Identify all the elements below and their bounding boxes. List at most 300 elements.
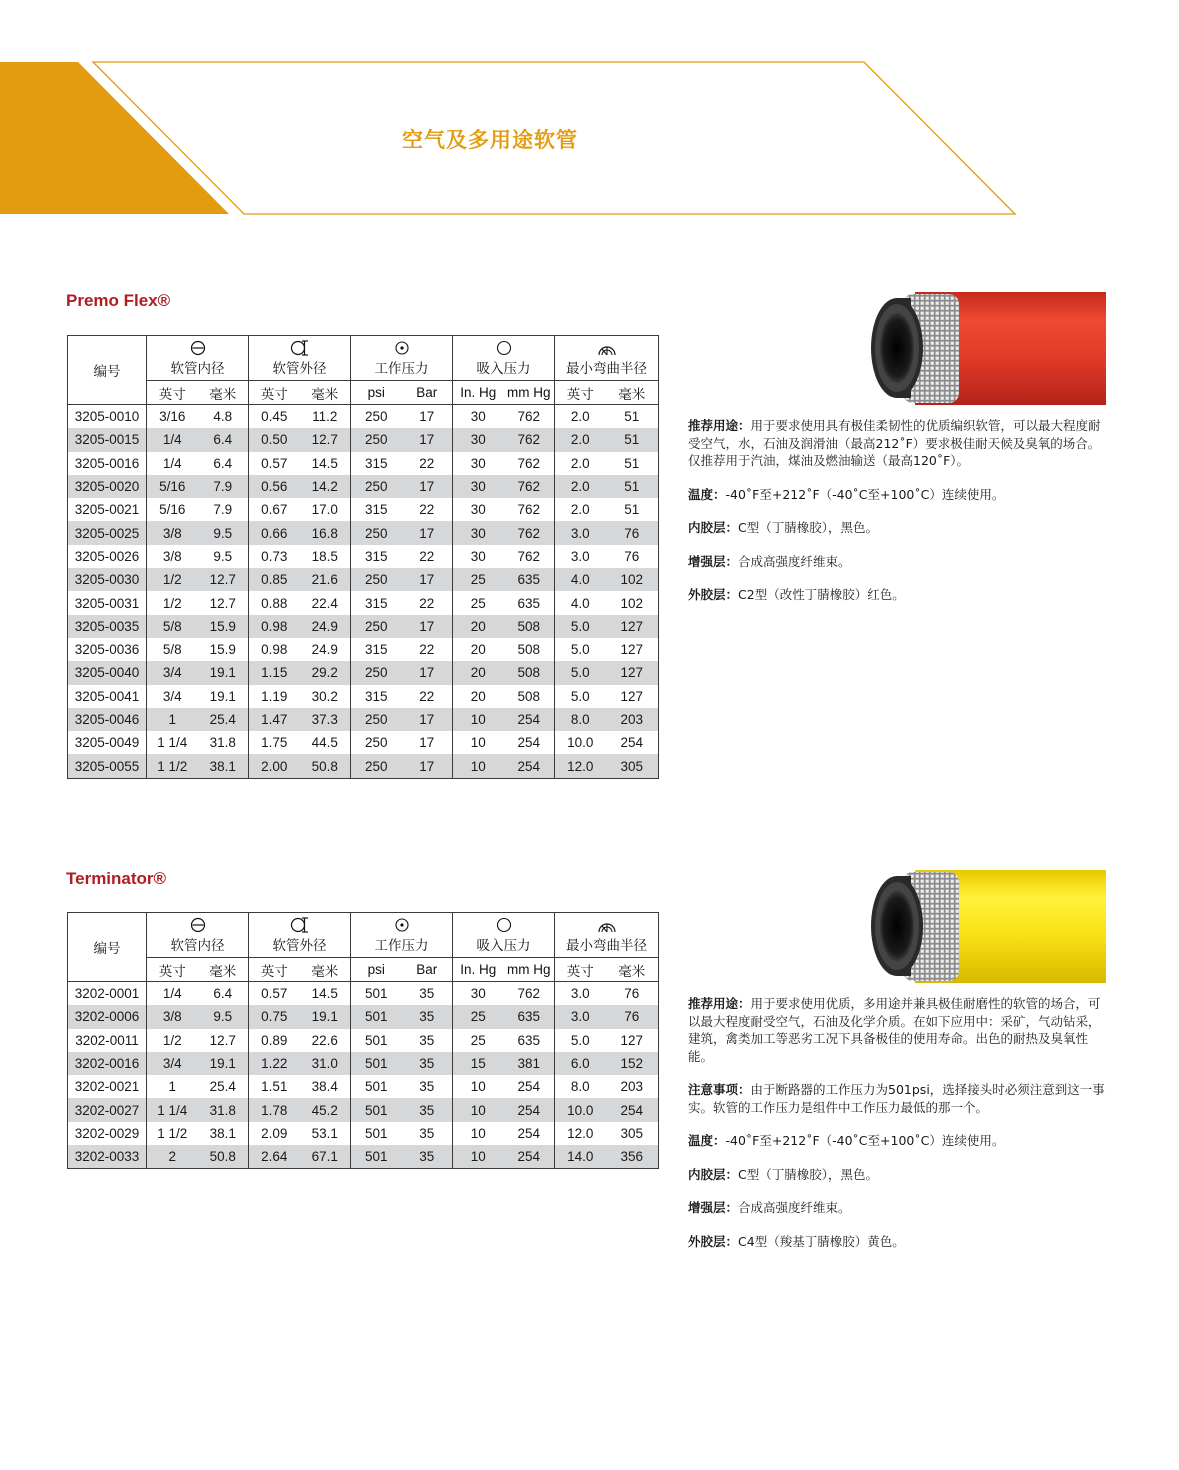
spec-paragraph [688, 1081, 1106, 1116]
table-cell: 762 [504, 475, 555, 498]
table-cell: 1/4 [147, 982, 198, 1006]
table-cell: 1/2 [147, 568, 198, 591]
header-label: 软管内径 [170, 361, 225, 376]
table-cell: 3/4 [147, 1052, 198, 1075]
table-cell: 22.4 [311, 595, 338, 611]
table-cell: 381 [504, 1052, 555, 1075]
table-cell: 501 [351, 1005, 402, 1028]
table-cell: 10 [453, 708, 504, 731]
spec-paragraph [688, 417, 1106, 470]
table-cell: 2.00 [249, 754, 300, 778]
sub-header: psi [351, 381, 402, 405]
table-cell: 8.0 [555, 708, 606, 731]
table-cell: 10 [453, 731, 504, 754]
spec-label: 温度： [688, 486, 726, 502]
part-number-cell: 3202-0006 [68, 1005, 147, 1028]
table-cell: 1.47 [249, 708, 300, 731]
table-cell: 0.85 [249, 568, 300, 591]
table-row [68, 591, 659, 614]
table-cell: 7.9 [198, 475, 249, 498]
table-cell: 30 [453, 405, 504, 429]
spec-paragraph [688, 995, 1106, 1065]
table-cell: 14.0 [555, 1145, 606, 1169]
table-row [68, 708, 659, 731]
part-number-cell: 3202-0011 [68, 1029, 147, 1052]
part-number-cell: 3205-0049 [68, 731, 147, 754]
spec-text: 合成高强度纤维束。 [738, 553, 851, 569]
outer-diameter-icon [249, 917, 350, 933]
table-row [68, 1029, 659, 1052]
table-cell: 254 [504, 708, 555, 731]
table-cell: 18.5 [311, 548, 338, 564]
spec-paragraph [688, 1166, 1106, 1184]
header-inner-diameter [147, 913, 249, 958]
table-cell: 10.0 [555, 731, 606, 754]
table-cell: 762 [517, 502, 541, 518]
vacuum-icon [453, 917, 554, 933]
table-cell: 0.56 [249, 475, 300, 498]
table-cell: 0.57 [249, 452, 300, 475]
header-label: 最小弯曲半径 [566, 938, 647, 953]
pressure-gauge-icon [351, 917, 452, 933]
header-label: 工作压力 [374, 361, 429, 376]
table-cell: 315 [351, 638, 402, 661]
table-row [68, 615, 659, 638]
table-cell: 31.8 [209, 735, 236, 751]
table-row [68, 452, 659, 475]
table-cell: 315 [351, 452, 402, 475]
table-cell: 17 [402, 708, 453, 731]
sub-header: 毫米 [300, 381, 351, 405]
table-cell: 6.4 [198, 982, 249, 1006]
table-cell: 0.66 [249, 521, 300, 544]
table-cell: 250 [351, 428, 402, 451]
header-part-number: 编号 [93, 364, 121, 379]
terminator-hose-image [845, 869, 1106, 984]
table-cell: 25 [453, 1029, 504, 1052]
sub-header: 毫米 [606, 958, 659, 982]
table-cell: 3/8 [147, 1005, 198, 1028]
table-cell: 12.0 [555, 1122, 606, 1145]
table-cell: 20 [453, 638, 504, 661]
table-cell: 2.0 [555, 452, 606, 475]
table-cell: 19.1 [198, 1052, 249, 1075]
header-working-pressure [351, 913, 453, 958]
sub-header: Bar [402, 958, 453, 982]
table-cell: 17 [402, 405, 453, 429]
table-cell: 35 [402, 1005, 453, 1028]
table-cell: 30 [453, 452, 504, 475]
table-cell: 254 [606, 1098, 659, 1121]
table-cell: 501 [351, 1029, 402, 1052]
table-cell: 35 [402, 1145, 453, 1169]
table-cell: 635 [504, 1005, 555, 1028]
table-row [68, 1005, 659, 1028]
part-number-cell: 3202-0033 [68, 1145, 147, 1169]
header-outer-diameter [249, 913, 351, 958]
premo-flex-hose-image [845, 291, 1106, 406]
table-cell: 30 [453, 498, 504, 521]
table-cell: 305 [620, 1125, 644, 1141]
table-cell: 38.4 [311, 1079, 338, 1095]
sub-header: In. Hg [453, 381, 504, 405]
table-cell: 7.9 [213, 502, 233, 518]
header-inner-diameter [147, 336, 249, 381]
table-cell: 3/8 [162, 548, 182, 564]
part-number-cell: 3205-0046 [68, 708, 147, 731]
table-cell: 1/4 [147, 428, 198, 451]
spec-text: C4型（羧基丁腈橡胶）黄色。 [738, 1233, 905, 1249]
table-cell: 2.0 [555, 428, 606, 451]
table-cell: 35 [402, 1052, 453, 1075]
table-cell: 5/8 [162, 642, 182, 658]
table-cell: 22 [419, 502, 435, 518]
table-cell: 17.0 [311, 502, 338, 518]
table-cell: 0.98 [249, 638, 300, 661]
table-cell: 30 [453, 428, 504, 451]
table-cell: 2.09 [249, 1122, 300, 1145]
terminator-spec-table [67, 912, 659, 1169]
table-cell: 0.45 [249, 405, 300, 429]
spec-paragraph [688, 1199, 1106, 1217]
table-cell: 0.67 [249, 498, 300, 521]
table-cell: 44.5 [311, 735, 338, 751]
table-cell: 0.75 [249, 1005, 300, 1028]
part-number-cell: 3205-0025 [68, 521, 147, 544]
table-cell: 250 [351, 615, 402, 638]
table-cell: 0.88 [249, 591, 300, 614]
header-vacuum [453, 913, 555, 958]
table-cell: 5.0 [555, 1029, 606, 1052]
table-cell: 250 [351, 475, 402, 498]
table-cell: 0.73 [249, 545, 300, 568]
table-cell: 24.9 [311, 642, 338, 658]
table-cell: 53.1 [311, 1125, 338, 1141]
table-cell: 11.2 [300, 405, 351, 429]
table-cell: 22 [419, 688, 435, 704]
table-cell: 250 [351, 661, 402, 684]
table-cell: 10 [453, 1145, 504, 1169]
table-cell: 2 [147, 1145, 198, 1169]
part-number-cell: 3205-0026 [68, 545, 147, 568]
table-cell: 38.1 [198, 754, 249, 778]
table-cell: 6.4 [198, 428, 249, 451]
spec-text: -40˚F至+212˚F（-40˚C至+100˚C）连续使用。 [725, 1133, 1005, 1148]
table-cell: 254 [517, 1079, 541, 1095]
sub-header: 英寸 [555, 958, 606, 982]
table-cell: 305 [606, 754, 659, 778]
table-cell: 762 [517, 548, 541, 564]
header-banner [0, 0, 1179, 240]
part-number-cell: 3205-0020 [68, 475, 147, 498]
table-row [68, 754, 659, 778]
part-number-cell: 3205-0016 [68, 452, 147, 475]
table-cell: 12.7 [198, 568, 249, 591]
table-row [68, 498, 659, 521]
table-cell: 1 [147, 708, 198, 731]
table-cell: 25.4 [209, 1079, 236, 1095]
table-cell: 1.75 [249, 731, 300, 754]
table-row [68, 521, 659, 544]
part-number-cell: 3205-0035 [68, 615, 147, 638]
table-cell: 76 [624, 548, 640, 564]
part-number-cell: 3205-0041 [68, 685, 147, 708]
table-cell: 19.1 [209, 688, 236, 704]
table-row [68, 1052, 659, 1075]
table-cell: 17 [419, 735, 435, 751]
premo-flex-spec-table [67, 335, 659, 779]
table-cell: 501 [351, 1052, 402, 1075]
table-cell: 5.0 [555, 661, 606, 684]
table-cell: 315 [351, 545, 402, 568]
table-cell: 762 [504, 982, 555, 1006]
table-cell: 315 [351, 591, 402, 614]
sub-header: 英寸 [147, 381, 198, 405]
table-cell: 203 [606, 708, 659, 731]
table-cell: 12.7 [209, 1032, 236, 1048]
table-cell: 50.8 [300, 754, 351, 778]
table-cell: 1 1/2 [147, 754, 198, 778]
sub-header: Bar [402, 381, 453, 405]
table-cell: 9.5 [198, 521, 249, 544]
table-cell: 22 [419, 548, 435, 564]
table-cell: 508 [504, 615, 555, 638]
table-cell: 1.15 [249, 661, 300, 684]
table-cell: 31.0 [300, 1052, 351, 1075]
header-label: 吸入压力 [476, 938, 531, 953]
header-label: 软管内径 [170, 938, 225, 953]
header-label: 软管外径 [272, 361, 327, 376]
table-cell: 10 [453, 754, 504, 778]
table-row [68, 1098, 659, 1121]
table-cell: 51 [624, 502, 640, 518]
table-cell: 17 [402, 568, 453, 591]
table-cell: 25 [453, 591, 504, 614]
table-cell: 12.7 [300, 428, 351, 451]
table-cell: 635 [517, 1032, 541, 1048]
table-row [68, 661, 659, 684]
table-cell: 254 [504, 1145, 555, 1169]
table-cell: 76 [606, 982, 659, 1006]
header-label: 最小弯曲半径 [566, 361, 647, 376]
premo-flex-title: Premo Flex® [66, 291, 171, 310]
table-cell: 50.8 [198, 1145, 249, 1169]
table-cell: 508 [517, 642, 541, 658]
table-cell: 21.6 [300, 568, 351, 591]
spec-text: 用于要求使用优质，多用途并兼具极佳耐磨性的软管的场合，可以最大程度耐受空气，石油及化学介质。在如下应用中：采矿，气动钻采，建筑，禽类加工等恶劣工况下具备极佳的使用寿命。出色的耐热及臭氧性能。 [688, 996, 1101, 1064]
sub-header: 英寸 [249, 958, 300, 982]
table-cell: 5.0 [555, 615, 606, 638]
table-cell: 16.8 [300, 521, 351, 544]
table-cell: 30 [453, 545, 504, 568]
table-cell: 15 [453, 1052, 504, 1075]
table-cell: 17 [402, 661, 453, 684]
table-cell: 30.2 [311, 688, 338, 704]
header-part-number: 编号 [93, 941, 121, 956]
sub-header: 毫米 [198, 958, 249, 982]
table-row [68, 982, 659, 1006]
spec-label: 温度： [688, 1133, 726, 1148]
table-cell: 250 [351, 708, 402, 731]
table-cell: 5/16 [147, 475, 198, 498]
table-cell: 17 [402, 475, 453, 498]
table-cell: 3/4 [147, 661, 198, 684]
header-label: 工作压力 [374, 938, 429, 953]
inner-diameter-icon [147, 340, 248, 356]
table-cell: 762 [517, 455, 541, 471]
spec-paragraph [688, 586, 1106, 604]
table-cell: 25.4 [198, 708, 249, 731]
table-row [68, 1145, 659, 1169]
table-cell: 12.0 [555, 754, 606, 778]
table-cell: 1.51 [249, 1075, 300, 1098]
table-cell: 1.78 [249, 1098, 300, 1121]
table-cell: 51 [624, 455, 640, 471]
table-cell: 250 [351, 405, 402, 429]
spec-text: C2型（改性丁腈橡胶）红色。 [738, 587, 905, 602]
table-cell: 20 [453, 615, 504, 638]
inner-diameter-icon [147, 917, 248, 933]
table-cell: 315 [351, 685, 402, 708]
table-cell: 250 [351, 568, 402, 591]
sub-header: mm Hg [504, 958, 555, 982]
table-row [68, 638, 659, 661]
table-cell: 29.2 [300, 661, 351, 684]
spec-text: 合成高强度纤维束。 [738, 1200, 851, 1215]
table-cell: 501 [351, 1122, 402, 1145]
table-cell: 127 [620, 1032, 644, 1048]
table-cell: 1/2 [162, 595, 182, 611]
sub-header: 英寸 [555, 381, 606, 405]
table-cell: 254 [620, 735, 644, 751]
spec-paragraph [688, 519, 1106, 537]
table-cell: 22 [419, 455, 435, 471]
bend-radius-icon [555, 340, 658, 356]
table-cell: 508 [504, 661, 555, 684]
terminator-description [688, 995, 1106, 1266]
table-cell: 67.1 [300, 1145, 351, 1169]
table-cell: 3.0 [555, 1005, 606, 1028]
table-cell: 0.89 [249, 1029, 300, 1052]
header-label: 吸入压力 [476, 361, 531, 376]
table-cell: 3/8 [147, 521, 198, 544]
part-number-cell: 3202-0029 [68, 1122, 147, 1145]
table-cell: 10 [453, 1122, 504, 1145]
table-cell: 30 [453, 475, 504, 498]
spec-label: 注意事项： [688, 1082, 751, 1097]
terminator-title: Terminator® [66, 869, 167, 888]
table-cell: 9.5 [198, 1005, 249, 1028]
spec-label: 增强层： [688, 553, 739, 569]
spec-paragraph [688, 553, 1106, 571]
table-cell: 0.57 [249, 982, 300, 1006]
table-cell: 30 [453, 521, 504, 544]
table-cell: 20 [453, 661, 504, 684]
table-cell: 5/8 [147, 615, 198, 638]
table-cell: 51 [606, 428, 659, 451]
header-bend-radius [555, 336, 659, 381]
table-cell: 15.9 [198, 615, 249, 638]
table-cell: 762 [504, 521, 555, 544]
table-row [68, 568, 659, 591]
table-cell: 250 [351, 754, 402, 778]
table-cell: 127 [620, 688, 644, 704]
table-cell: 6.4 [213, 455, 233, 471]
table-cell: 1 1/4 [157, 735, 188, 751]
spec-paragraph [688, 486, 1106, 504]
part-number-cell: 3205-0010 [68, 405, 147, 429]
table-cell: 35 [419, 1079, 435, 1095]
table-cell: 12.7 [209, 595, 236, 611]
table-cell: 3.0 [555, 982, 606, 1006]
page-title: 空气及多用途软管 [402, 128, 578, 152]
table-row [68, 685, 659, 708]
table-row [68, 1075, 659, 1098]
table-cell: 501 [351, 982, 402, 1006]
table-cell: 254 [517, 1125, 541, 1141]
table-cell: 0.50 [249, 428, 300, 451]
table-cell: 127 [606, 615, 659, 638]
header-label: 软管外径 [272, 938, 327, 953]
table-cell: 10 [453, 1098, 504, 1121]
premo-flex-description [688, 417, 1106, 620]
table-cell: 25 [453, 1005, 504, 1028]
spec-label: 内胶层： [688, 520, 739, 535]
sub-header: 毫米 [606, 381, 659, 405]
table-cell: 19.1 [198, 661, 249, 684]
table-cell: 1 1/2 [157, 1125, 188, 1141]
spec-label: 推荐用途： [688, 418, 751, 433]
table-cell: 0.98 [249, 615, 300, 638]
header-bend-radius [555, 913, 659, 958]
spec-label: 增强层： [688, 1200, 739, 1215]
table-cell: 127 [606, 661, 659, 684]
part-number-cell: 3202-0027 [68, 1098, 147, 1121]
table-cell: 2.0 [555, 498, 606, 521]
table-cell: 152 [606, 1052, 659, 1075]
part-number-cell: 3202-0001 [68, 982, 147, 1006]
table-cell: 102 [606, 568, 659, 591]
table-cell: 3.0 [555, 521, 606, 544]
table-cell: 501 [351, 1145, 402, 1169]
spec-paragraph [688, 1233, 1106, 1251]
table-cell: 127 [620, 642, 644, 658]
table-cell: 76 [606, 1005, 659, 1028]
table-cell: 508 [517, 688, 541, 704]
table-cell: 3/16 [147, 405, 198, 429]
table-cell: 17 [402, 754, 453, 778]
table-cell: 501 [351, 1098, 402, 1121]
table-cell: 35 [402, 1098, 453, 1121]
table-cell: 37.3 [300, 708, 351, 731]
table-cell: 22 [419, 595, 435, 611]
table-cell: 1/2 [162, 1032, 182, 1048]
table-cell: 31.8 [198, 1098, 249, 1121]
part-number-cell: 3205-0015 [68, 428, 147, 451]
table-cell: 17 [402, 428, 453, 451]
table-cell: 30 [453, 982, 504, 1006]
sub-header: 英寸 [249, 381, 300, 405]
table-cell: 5.0 [555, 685, 606, 708]
table-cell: 35 [419, 1032, 435, 1048]
table-cell: 2.0 [555, 405, 606, 429]
bend-radius-icon [555, 917, 658, 933]
spec-text: C型（丁腈橡胶），黑色。 [738, 520, 878, 535]
table-cell: 20 [453, 685, 504, 708]
table-cell: 6.0 [555, 1052, 606, 1075]
table-cell: 17 [402, 521, 453, 544]
table-cell: 35 [419, 1125, 435, 1141]
